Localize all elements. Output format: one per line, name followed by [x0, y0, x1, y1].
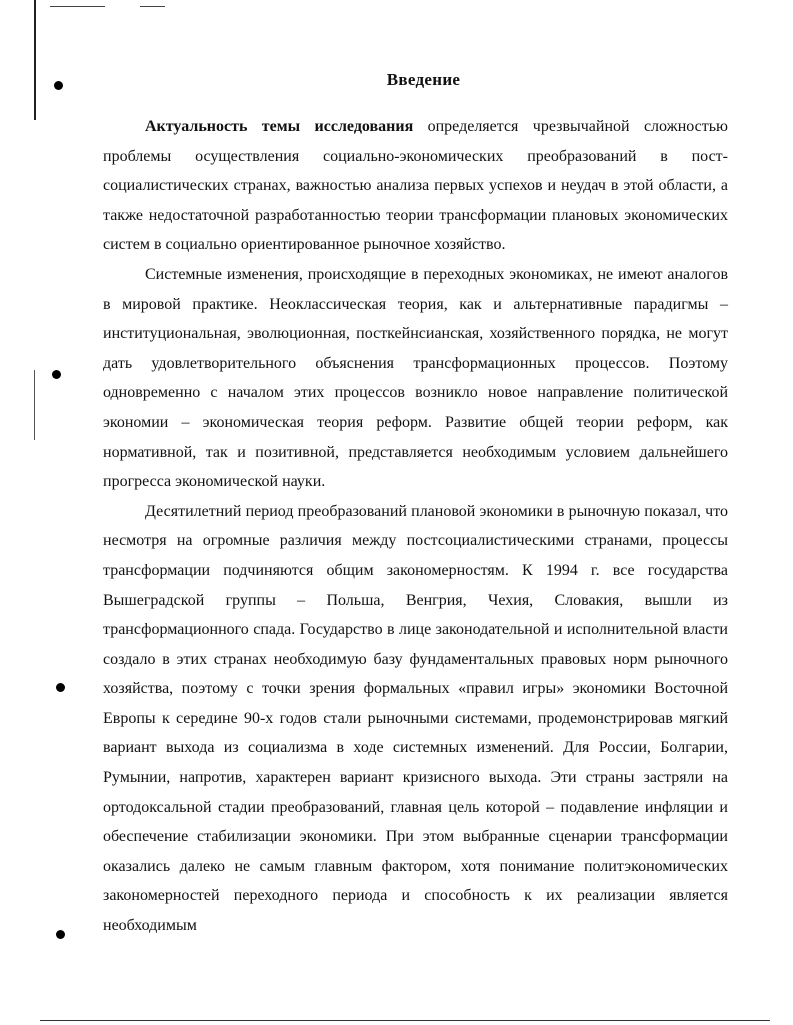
paragraph-text: Системные изменения, происходящие в переходных экономиках, не имеют аналогов в мировой практике. Неоклассическая теория, как и альтернативные парадигмы – институциональная, эволюционная, посткейнсианская, хозяйственного порядка, не могут дать удовлетворительного объяснения трансформационных процессов. Поэтому одновременно с началом этих процессов возникло новое направление политической экономии – экономическая теория реформ. Развитие общей теории реформ, как нормативной, так и позитивной, представляется необходимым условием дальнейшего прогресса экономической науки.: [103, 265, 728, 491]
paragraph-text: Десятилетний период преобразований плановой экономики в рыночную показал, что несмотря на огромные различия между постсоциалистическими странами, процессы трансформации подчиняются общим закономерностям. К 1994 г. все государства Вышеградской группы – Польша, Венгрия, Чехия, Словакия, вышли из трансформационного спада. Государство в лице законодательной и исполнительной власти создало в этих странах необходимую базу фундаментальных правовых норм рыночного хозяйства, поэтому с точки зрения формальных «правил игры» экономики Восточной Европы к середине 90-х годов стали рыночными системами, продемонстрировав мягкий вариант выхода из социализма в ходе системных изменений. Для России, Болгарии, Румынии, напротив, характерен вариант кризисного выхода. Эти страны застряли на ортодоксальной стадии преобразований, главная цель которой – подавление инфляции и обеспечение стабилизации экономики. При этом выбранные сценарии трансформации оказались далеко не самым главным фактором, хотя понимание политэкономических закономерностей переходного периода и способность к их реализации является необходимым: [103, 502, 728, 935]
scan-edge-line: [34, 370, 35, 440]
paragraph-system-changes: [103, 260, 728, 497]
document-page: [103, 70, 728, 941]
scan-edge-line: [34, 0, 36, 120]
scan-top-mark: [50, 6, 105, 7]
punch-hole-dot: [54, 81, 63, 90]
paragraph-decade-period: [103, 497, 728, 941]
paragraph-text: определяется чрезвычайной сложностью проблемы осуществления социально-экономических преобразований в постсоциалистических странах, важностью анализа первых успехов и неудач в этой области, а также недостаточной разработанностью теории трансформации плановых экономических систем в социально ориентированное рыночное хозяйство.: [103, 118, 729, 254]
punch-hole-dot: [52, 370, 61, 379]
paragraph-lead-bold: Актуальность темы исследования: [145, 118, 414, 135]
punch-hole-dot: [56, 930, 65, 939]
scan-top-mark: [140, 6, 165, 7]
page-title: Введение: [386, 70, 461, 89]
punch-hole-dot: [56, 683, 65, 692]
scan-bottom-edge: [40, 1020, 770, 1021]
paragraph-relevance: [103, 112, 728, 260]
